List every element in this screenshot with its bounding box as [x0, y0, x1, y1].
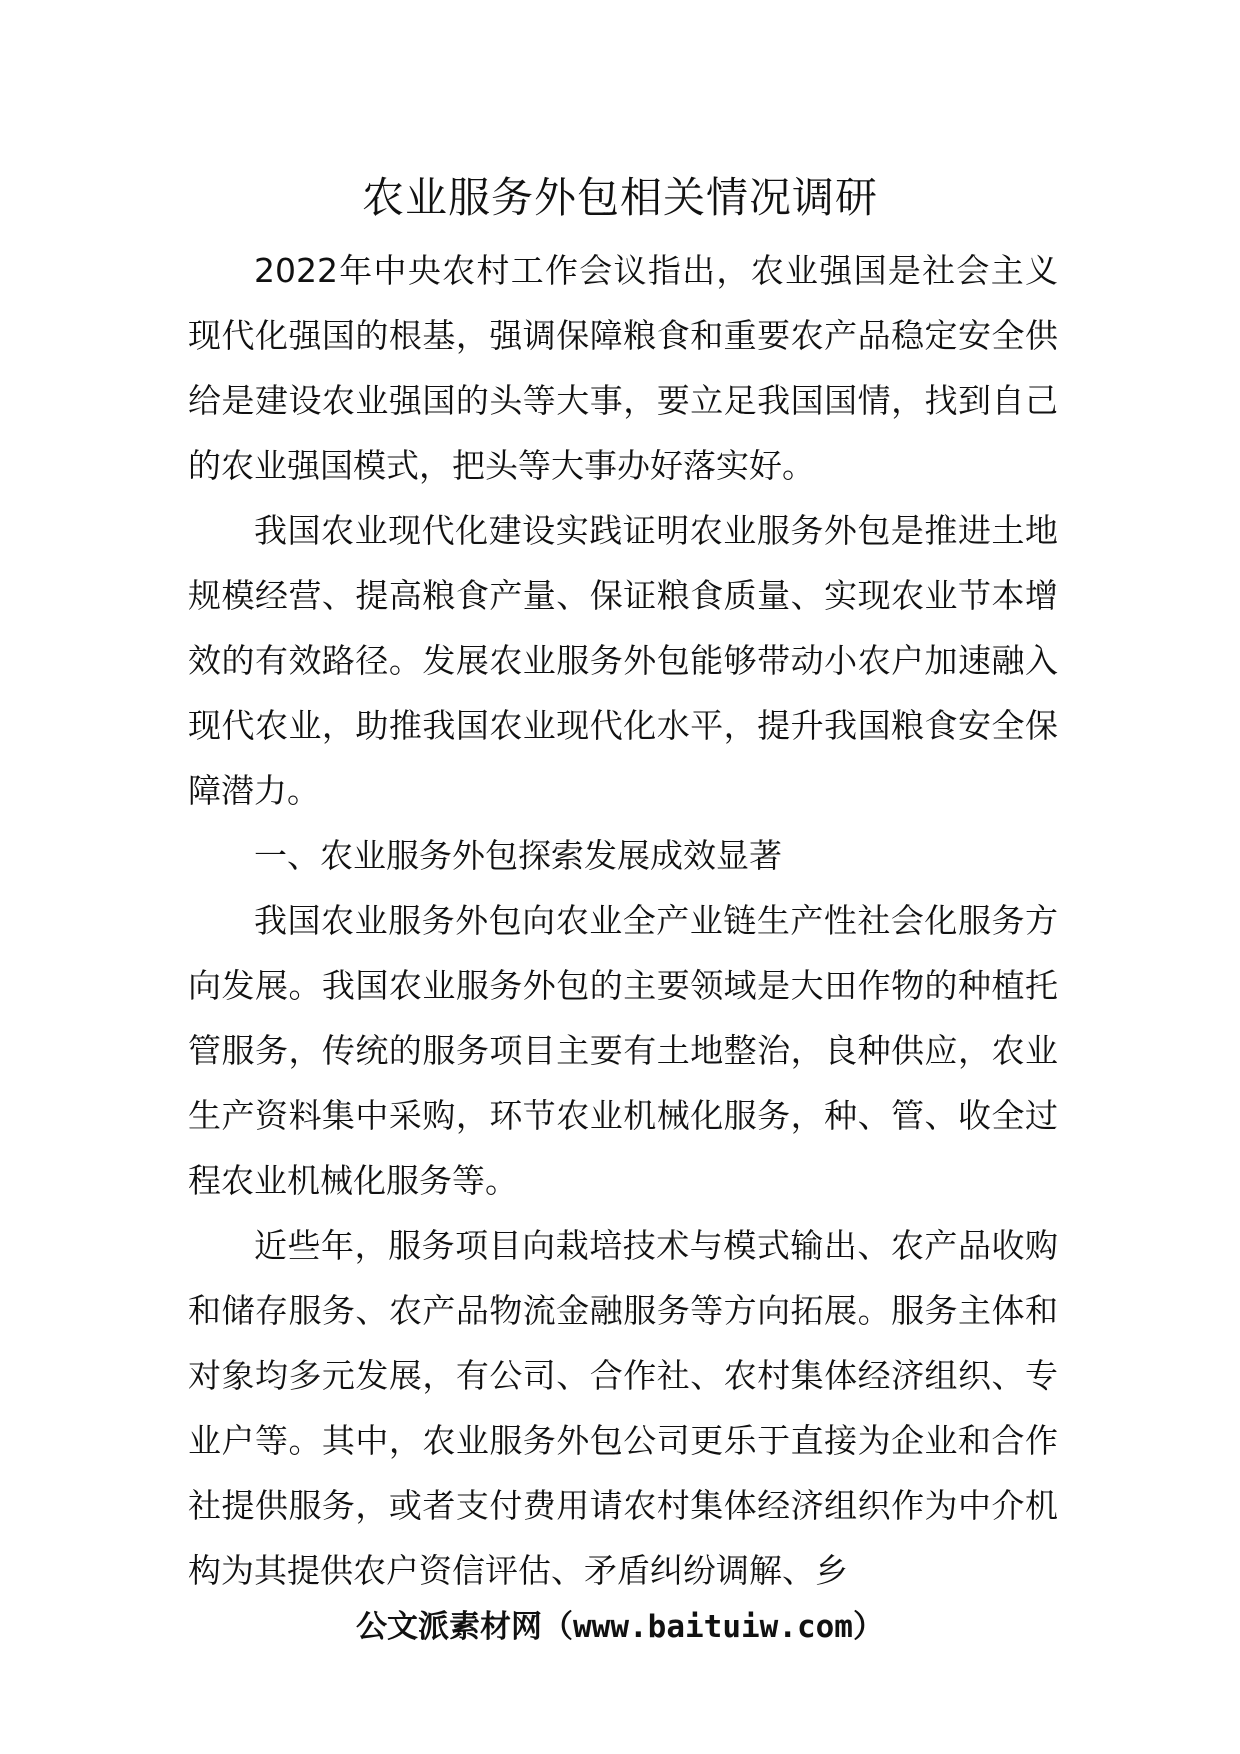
document-title: 农业服务外包相关情况调研 — [361, 173, 878, 222]
footer-source: 公文派素材网（www.baituiw.com） — [356, 1609, 884, 1645]
section-heading-1: 一、农业服务外包探索发展成效显著 — [254, 836, 782, 875]
paragraph-recent-years: 近些年，服务项目向栽培技术与模式输出、农产品收购和储存服务、农产品物流金融服务等方向拓展。服务主体和对象均多元发展，有公司、合作社、农村集体经济组织、专业户等。其中，农业服务外包公司更乐于直接为企业和合作社提供服务，或者支付费用请农村集体经济组织作为中介机构为其提供农户资信评估、矛盾纠纷调解、乡 — [188, 1226, 1058, 1590]
paragraph-intro: 2022年中央农村工作会议指出，农业强国是社会主义现代化强国的根基，强调保障粮食和重要农产品稳定安全供给是建设农业强国的头等大事，要立足我国国情，找到自己的农业强国模式，把头等大事办好落实好。 — [188, 251, 1058, 485]
paragraph-service-direction: 我国农业服务外包向农业全产业链生产性社会化服务方向发展。我国农业服务外包的主要领域是大田作物的种植托管服务，传统的服务项目主要有土地整治，良种供应，农业生产资料集中采购，环节农业机械化服务，种、管、收全过程农业机械化服务等。 — [188, 901, 1058, 1200]
document-body — [188, 238, 1058, 1603]
paragraph-practice: 我国农业现代化建设实践证明农业服务外包是推进土地规模经营、提高粮食产量、保证粮食质量、实现农业节本增效的有效路径。发展农业服务外包能够带动小农户加速融入现代农业，助推我国农业现代化水平，提升我国粮食安全保障潜力。 — [188, 511, 1058, 810]
